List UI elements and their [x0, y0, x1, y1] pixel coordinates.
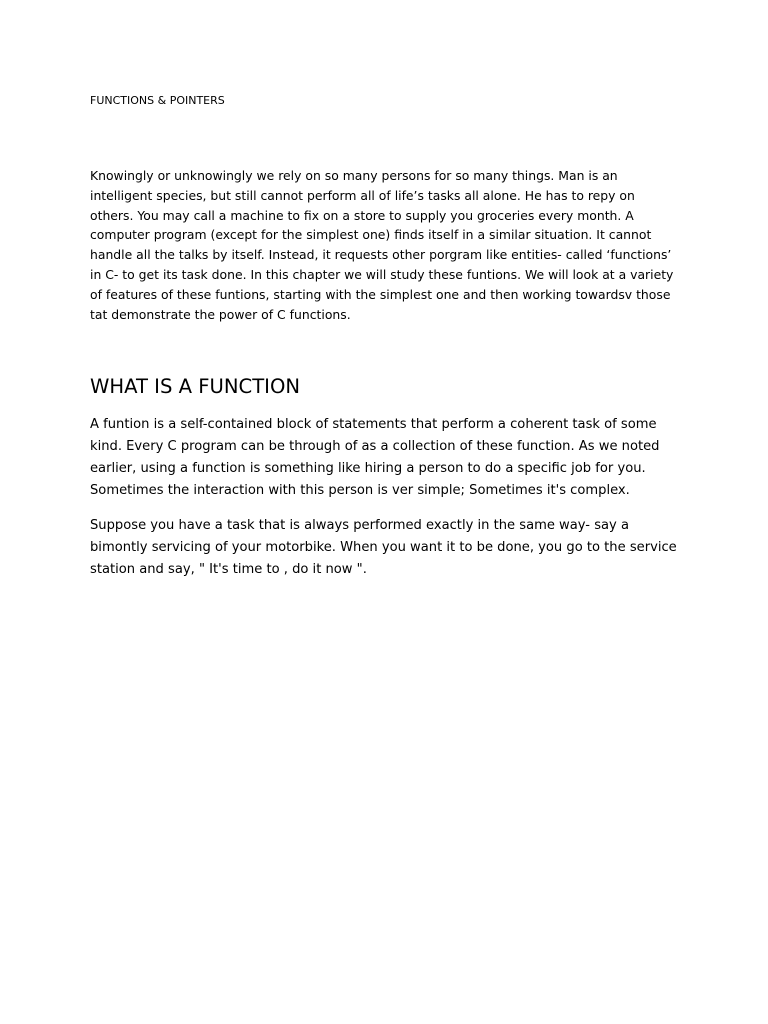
section-paragraph-2: Suppose you have a task that is always performed exactly in the same way- say a bimontly servicing of your motorbike. When you want it to be done, you go to the service station and say, " It's time to , do it now ".	[90, 518, 677, 578]
document-title: FUNCTIONS & POINTERS	[90, 94, 225, 107]
section-heading: WHAT IS A FUNCTION	[90, 375, 301, 399]
section-paragraph-1: A funtion is a self-contained block of statements that perform a coherent task of some kind. Every C program can be through of as a collection of these function. As we noted earlier, using a function is something like hiring a person to do a specific job for you. Sometimes the interaction with this person is ver simple; Sometimes it's complex.	[90, 417, 660, 499]
intro-paragraph: Knowingly or unknowingly we rely on so many persons for so many things. Man is an intelligent species, but still cannot perform all of life’s tasks all alone. He has to repy on others. You may call a machine to fix on a store to supply you groceries every month. A computer program (except for the simplest one) finds itself in a similar situation. It cannot handle all the talks by itself. Instead, it requests other porgram like entities- called ‘functions’ in C- to get its task done. In this chapter we will study these funtions. We will look at a variety of features of these funtions, starting with the simplest one and then working towardsv those tat demonstrate the power of C functions.	[90, 168, 674, 322]
